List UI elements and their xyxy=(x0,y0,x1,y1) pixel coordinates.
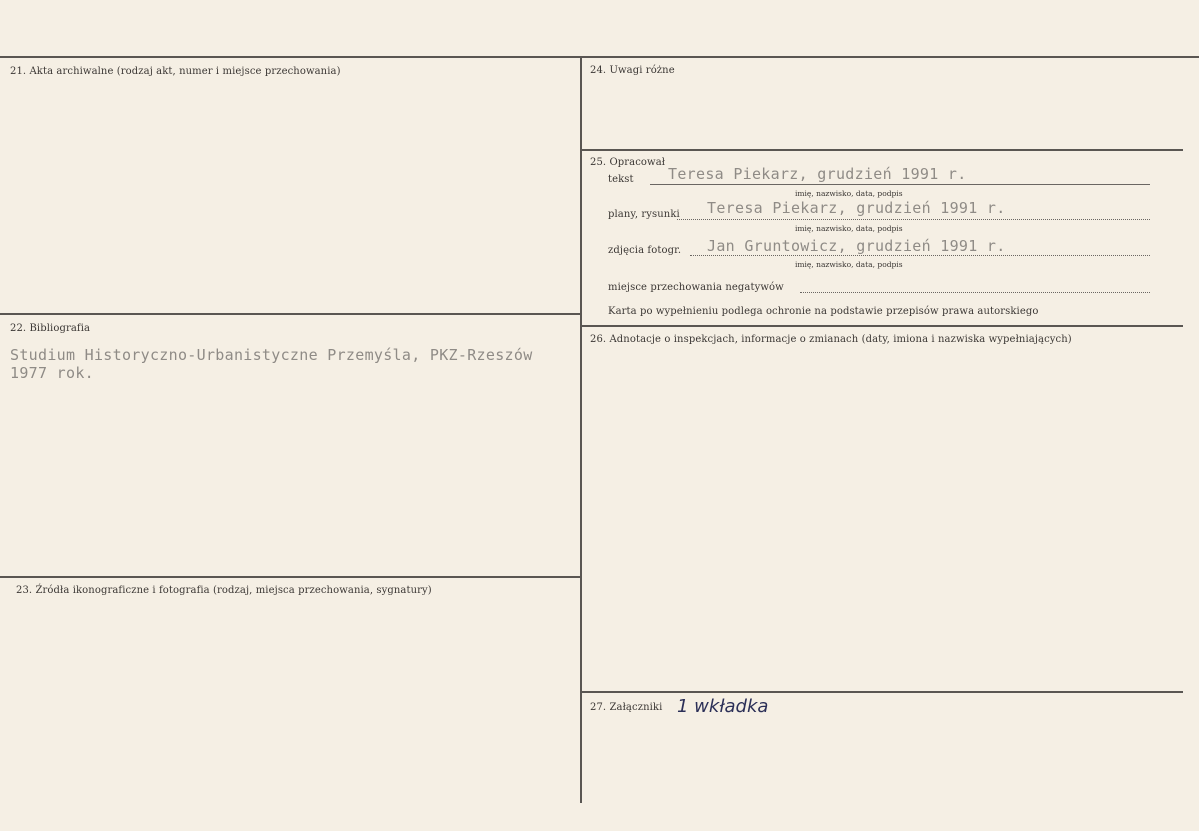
plany-label: plany, rysunki xyxy=(608,209,680,220)
section-25-label: 25. Opracował xyxy=(590,157,666,168)
section-21-label: 21. Akta archiwalne (rodzaj akt, numer i miejsce przechowania) xyxy=(10,66,341,77)
section-27-label: 27. Załączniki xyxy=(590,702,663,713)
negatywy-line xyxy=(800,292,1150,293)
zdjecia-label: zdjęcia fotogr. xyxy=(608,245,682,256)
bibliography-line-1: Studium Historyczno-Urbanistyczne Przemyśla, PKZ-Rzeszów xyxy=(10,346,533,364)
tekst-value: Teresa Piekarz, grudzień 1991 r. xyxy=(668,165,967,183)
rule-24-25 xyxy=(581,149,1183,151)
rule-26-27 xyxy=(581,691,1183,693)
section-23-label: 23. Źródła ikonograficzne i fotografia (rodzaj, miejsca przechowania, sygnatury) xyxy=(16,585,432,596)
section-26-label: 26. Adnotacje o inspekcjach, informacje o zmianach (daty, imiona i nazwiska wypełniających) xyxy=(590,334,1072,345)
bibliography-line-2: 1977 rok. xyxy=(10,364,94,382)
plany-caption: imię, nazwisko, data, podpis xyxy=(795,224,903,233)
attachments-value: 1 wkładka xyxy=(677,696,769,717)
rule-25-26 xyxy=(581,325,1183,327)
copyright-notice: Karta po wypełnieniu podlega ochronie na podstawie przepisów prawa autorskiego xyxy=(608,306,1039,317)
tekst-label: tekst xyxy=(608,174,634,185)
top-rule xyxy=(0,56,1199,58)
section-22-label: 22. Bibliografia xyxy=(10,323,91,334)
negatywy-label: miejsce przechowania negatywów xyxy=(608,282,784,293)
zdjecia-value: Jan Gruntowicz, grudzień 1991 r. xyxy=(707,237,1006,255)
tekst-caption: imię, nazwisko, data, podpis xyxy=(795,189,903,198)
section-24-label: 24. Uwagi różne xyxy=(590,65,675,76)
rule-22-23 xyxy=(0,576,581,578)
tekst-line xyxy=(650,184,1150,185)
plany-line xyxy=(677,219,1150,220)
zdjecia-caption: imię, nazwisko, data, podpis xyxy=(795,260,903,269)
zdjecia-line xyxy=(690,255,1150,256)
plany-value: Teresa Piekarz, grudzień 1991 r. xyxy=(707,199,1006,217)
rule-21-22 xyxy=(0,313,581,315)
